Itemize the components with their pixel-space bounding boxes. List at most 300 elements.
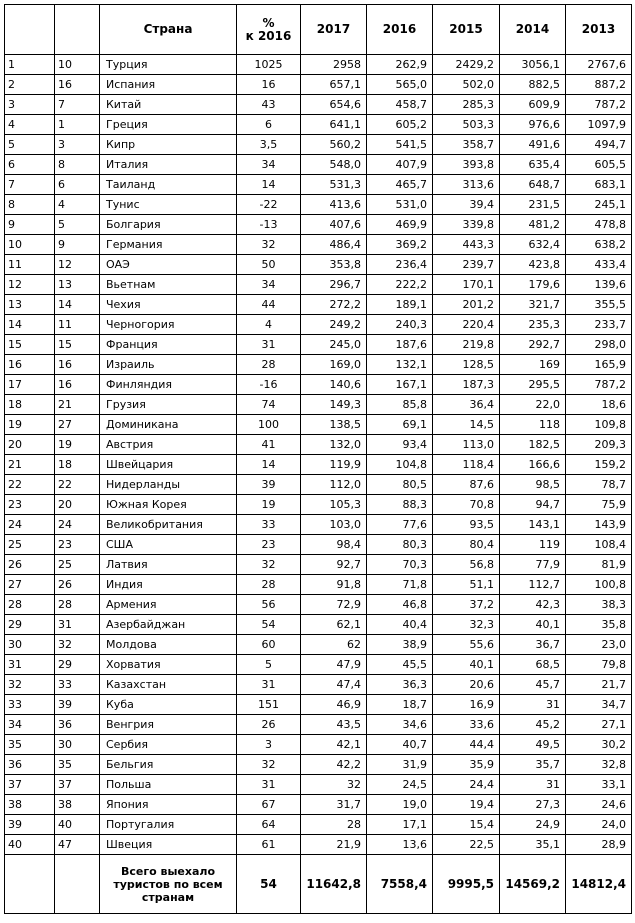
- table-row: [5, 775, 632, 795]
- value-2015-cell: 55,6: [433, 635, 500, 655]
- pct-change-cell: 32: [237, 555, 301, 575]
- country-cell: ОАЭ: [100, 255, 237, 275]
- rank-cell: 31: [5, 655, 55, 675]
- prev-rank-cell: 29: [55, 655, 100, 675]
- value-2015-cell: 113,0: [433, 435, 500, 455]
- table-row: [5, 395, 632, 415]
- table-row: [5, 715, 632, 735]
- value-2014-cell: 27,3: [500, 795, 566, 815]
- value-2017-cell: 296,7: [301, 275, 367, 295]
- value-2014-cell: 182,5: [500, 435, 566, 455]
- prev-rank-cell: 6: [55, 175, 100, 195]
- value-2014-cell: 235,3: [500, 315, 566, 335]
- value-2015-cell: 19,4: [433, 795, 500, 815]
- pct-change-cell: 26: [237, 715, 301, 735]
- value-2016-cell: 167,1: [367, 375, 433, 395]
- value-2015-cell: 285,3: [433, 95, 500, 115]
- pct-change-cell: 50: [237, 255, 301, 275]
- rank-cell: 14: [5, 315, 55, 335]
- value-2013-cell: 108,4: [566, 535, 632, 555]
- prev-rank-cell: 12: [55, 255, 100, 275]
- value-2017-cell: 42,2: [301, 755, 367, 775]
- rank-cell: 20: [5, 435, 55, 455]
- table-row: [5, 375, 632, 395]
- rank-cell: 33: [5, 695, 55, 715]
- value-2016-cell: 46,8: [367, 595, 433, 615]
- value-2016-cell: 69,1: [367, 415, 433, 435]
- value-2013-cell: 787,2: [566, 95, 632, 115]
- prev-rank-cell: 20: [55, 495, 100, 515]
- rank-cell: 15: [5, 335, 55, 355]
- value-2017-cell: 548,0: [301, 155, 367, 175]
- rank-cell: 17: [5, 375, 55, 395]
- prev-rank-cell: 36: [55, 715, 100, 735]
- value-2016-cell: 458,7: [367, 95, 433, 115]
- value-2016-cell: 531,0: [367, 195, 433, 215]
- value-2016-cell: 34,6: [367, 715, 433, 735]
- country-cell: Италия: [100, 155, 237, 175]
- value-2016-cell: 80,3: [367, 535, 433, 555]
- prev-rank-cell: 14: [55, 295, 100, 315]
- value-2016-cell: 31,9: [367, 755, 433, 775]
- value-2017-cell: 353,8: [301, 255, 367, 275]
- value-2014-cell: 321,7: [500, 295, 566, 315]
- value-2016-cell: 465,7: [367, 175, 433, 195]
- value-2013-cell: 209,3: [566, 435, 632, 455]
- value-2016-cell: 189,1: [367, 295, 433, 315]
- value-2017-cell: 47,9: [301, 655, 367, 675]
- pct-change-cell: 33: [237, 515, 301, 535]
- value-2015-cell: 393,8: [433, 155, 500, 175]
- value-2017-cell: 149,3: [301, 395, 367, 415]
- value-2016-cell: 70,3: [367, 555, 433, 575]
- total-prev-cell: [55, 855, 100, 914]
- value-2015-cell: 2429,2: [433, 55, 500, 75]
- table-row: [5, 615, 632, 635]
- rank-cell: 2: [5, 75, 55, 95]
- value-2016-cell: 40,4: [367, 615, 433, 635]
- table-row: [5, 235, 632, 255]
- value-2014-cell: 231,5: [500, 195, 566, 215]
- value-2016-cell: 40,7: [367, 735, 433, 755]
- value-2014-cell: 635,4: [500, 155, 566, 175]
- value-2017-cell: 92,7: [301, 555, 367, 575]
- value-2014-cell: 31: [500, 695, 566, 715]
- table-row: [5, 295, 632, 315]
- value-2017-cell: 62: [301, 635, 367, 655]
- prev-rank-cell: 30: [55, 735, 100, 755]
- table-row: [5, 195, 632, 215]
- value-2014-cell: 42,3: [500, 595, 566, 615]
- table-row: [5, 795, 632, 815]
- rank-cell: 34: [5, 715, 55, 735]
- pct-change-cell: 3: [237, 735, 301, 755]
- pct-change-cell: 31: [237, 335, 301, 355]
- prev-rank-cell: 1: [55, 115, 100, 135]
- prev-rank-cell: 31: [55, 615, 100, 635]
- rank-cell: 36: [5, 755, 55, 775]
- value-2015-cell: 239,7: [433, 255, 500, 275]
- table-row: [5, 555, 632, 575]
- table-row: [5, 695, 632, 715]
- rank-cell: 39: [5, 815, 55, 835]
- prev-rank-cell: 15: [55, 335, 100, 355]
- country-cell: Индия: [100, 575, 237, 595]
- rank-cell: 3: [5, 95, 55, 115]
- value-2016-cell: 77,6: [367, 515, 433, 535]
- table-row: [5, 115, 632, 135]
- country-cell: Вьетнам: [100, 275, 237, 295]
- country-cell: Греция: [100, 115, 237, 135]
- total-2016: 7558,4: [367, 855, 433, 914]
- value-2016-cell: 71,8: [367, 575, 433, 595]
- country-cell: Молдова: [100, 635, 237, 655]
- pct-change-cell: 39: [237, 475, 301, 495]
- table-row: [5, 815, 632, 835]
- value-2014-cell: 22,0: [500, 395, 566, 415]
- value-2014-cell: 481,2: [500, 215, 566, 235]
- prev-rank-cell: 33: [55, 675, 100, 695]
- total-2015: 9995,5: [433, 855, 500, 914]
- value-2013-cell: 165,9: [566, 355, 632, 375]
- value-2017-cell: 641,1: [301, 115, 367, 135]
- value-2013-cell: 638,2: [566, 235, 632, 255]
- value-2015-cell: 502,0: [433, 75, 500, 95]
- value-2015-cell: 14,5: [433, 415, 500, 435]
- rank-cell: 22: [5, 475, 55, 495]
- table-row: [5, 495, 632, 515]
- value-2017-cell: 169,0: [301, 355, 367, 375]
- rank-cell: 7: [5, 175, 55, 195]
- value-2014-cell: 292,7: [500, 335, 566, 355]
- value-2014-cell: 112,7: [500, 575, 566, 595]
- table-row: [5, 475, 632, 495]
- header-rank: [5, 5, 55, 55]
- country-cell: Португалия: [100, 815, 237, 835]
- pct-change-cell: 14: [237, 455, 301, 475]
- pct-change-cell: 6: [237, 115, 301, 135]
- value-2013-cell: 78,7: [566, 475, 632, 495]
- value-2015-cell: 443,3: [433, 235, 500, 255]
- table-row: [5, 155, 632, 175]
- value-2015-cell: 118,4: [433, 455, 500, 475]
- value-2014-cell: 36,7: [500, 635, 566, 655]
- pct-change-cell: 43: [237, 95, 301, 115]
- prev-rank-cell: 9: [55, 235, 100, 255]
- value-2013-cell: 35,8: [566, 615, 632, 635]
- value-2013-cell: 28,9: [566, 835, 632, 855]
- country-cell: Доминикана: [100, 415, 237, 435]
- tourism-table: [4, 4, 632, 914]
- value-2014-cell: 882,5: [500, 75, 566, 95]
- table-row: [5, 515, 632, 535]
- pct-change-cell: 28: [237, 355, 301, 375]
- value-2015-cell: 80,4: [433, 535, 500, 555]
- value-2015-cell: 35,9: [433, 755, 500, 775]
- table-row: [5, 735, 632, 755]
- value-2017-cell: 245,0: [301, 335, 367, 355]
- value-2017-cell: 654,6: [301, 95, 367, 115]
- value-2015-cell: 219,8: [433, 335, 500, 355]
- value-2014-cell: 609,9: [500, 95, 566, 115]
- table-row: [5, 675, 632, 695]
- table-row: [5, 655, 632, 675]
- rank-cell: 6: [5, 155, 55, 175]
- pct-change-cell: 31: [237, 675, 301, 695]
- value-2013-cell: 38,3: [566, 595, 632, 615]
- pct-change-cell: 100: [237, 415, 301, 435]
- prev-rank-cell: 3: [55, 135, 100, 155]
- country-cell: Венгрия: [100, 715, 237, 735]
- value-2014-cell: 491,6: [500, 135, 566, 155]
- rank-cell: 32: [5, 675, 55, 695]
- value-2016-cell: 469,9: [367, 215, 433, 235]
- table-footer: [5, 855, 632, 914]
- table-row: [5, 635, 632, 655]
- prev-rank-cell: 22: [55, 475, 100, 495]
- value-2014-cell: 976,6: [500, 115, 566, 135]
- value-2014-cell: 179,6: [500, 275, 566, 295]
- value-2014-cell: 68,5: [500, 655, 566, 675]
- value-2017-cell: 138,5: [301, 415, 367, 435]
- pct-change-cell: 14: [237, 175, 301, 195]
- value-2017-cell: 46,9: [301, 695, 367, 715]
- country-cell: Швейцария: [100, 455, 237, 475]
- country-cell: Китай: [100, 95, 237, 115]
- country-cell: Азербайджан: [100, 615, 237, 635]
- value-2015-cell: 37,2: [433, 595, 500, 615]
- table-row: [5, 255, 632, 275]
- value-2017-cell: 42,1: [301, 735, 367, 755]
- value-2013-cell: 494,7: [566, 135, 632, 155]
- pct-change-cell: -13: [237, 215, 301, 235]
- value-2015-cell: 220,4: [433, 315, 500, 335]
- prev-rank-cell: 40: [55, 815, 100, 835]
- prev-rank-cell: 28: [55, 595, 100, 615]
- value-2014-cell: 35,7: [500, 755, 566, 775]
- prev-rank-cell: 39: [55, 695, 100, 715]
- country-cell: Грузия: [100, 395, 237, 415]
- country-cell: Испания: [100, 75, 237, 95]
- value-2015-cell: 358,7: [433, 135, 500, 155]
- pct-change-cell: 16: [237, 75, 301, 95]
- prev-rank-cell: 19: [55, 435, 100, 455]
- country-cell: Таиланд: [100, 175, 237, 195]
- rank-cell: 5: [5, 135, 55, 155]
- value-2017-cell: 43,5: [301, 715, 367, 735]
- pct-change-cell: 64: [237, 815, 301, 835]
- table-row: [5, 575, 632, 595]
- rank-cell: 8: [5, 195, 55, 215]
- value-2016-cell: 222,2: [367, 275, 433, 295]
- prev-rank-cell: 18: [55, 455, 100, 475]
- pct-change-cell: -16: [237, 375, 301, 395]
- value-2014-cell: 119: [500, 535, 566, 555]
- table-body: [5, 55, 632, 855]
- value-2016-cell: 36,3: [367, 675, 433, 695]
- total-label: Всего выехало туристов по всем странам: [100, 855, 237, 914]
- header-year-2015: 2015: [433, 5, 500, 55]
- value-2017-cell: 47,4: [301, 675, 367, 695]
- value-2013-cell: 32,8: [566, 755, 632, 775]
- prev-rank-cell: 5: [55, 215, 100, 235]
- value-2016-cell: 240,3: [367, 315, 433, 335]
- value-2013-cell: 75,9: [566, 495, 632, 515]
- value-2015-cell: 70,8: [433, 495, 500, 515]
- prev-rank-cell: 35: [55, 755, 100, 775]
- rank-cell: 35: [5, 735, 55, 755]
- value-2015-cell: 313,6: [433, 175, 500, 195]
- value-2013-cell: 139,6: [566, 275, 632, 295]
- pct-change-cell: 34: [237, 275, 301, 295]
- value-2013-cell: 355,5: [566, 295, 632, 315]
- table-row: [5, 355, 632, 375]
- pct-change-cell: 32: [237, 755, 301, 775]
- value-2015-cell: 39,4: [433, 195, 500, 215]
- pct-change-cell: 61: [237, 835, 301, 855]
- value-2013-cell: 887,2: [566, 75, 632, 95]
- value-2015-cell: 36,4: [433, 395, 500, 415]
- value-2013-cell: 433,4: [566, 255, 632, 275]
- value-2013-cell: 24,0: [566, 815, 632, 835]
- value-2014-cell: 45,7: [500, 675, 566, 695]
- table-row: [5, 835, 632, 855]
- value-2016-cell: 187,6: [367, 335, 433, 355]
- prev-rank-cell: 16: [55, 75, 100, 95]
- value-2014-cell: 166,6: [500, 455, 566, 475]
- pct-change-cell: 54: [237, 615, 301, 635]
- value-2017-cell: 486,4: [301, 235, 367, 255]
- value-2015-cell: 22,5: [433, 835, 500, 855]
- country-cell: Австрия: [100, 435, 237, 455]
- value-2017-cell: 91,8: [301, 575, 367, 595]
- rank-cell: 28: [5, 595, 55, 615]
- rank-cell: 21: [5, 455, 55, 475]
- country-cell: Франция: [100, 335, 237, 355]
- country-cell: Польша: [100, 775, 237, 795]
- value-2013-cell: 21,7: [566, 675, 632, 695]
- value-2016-cell: 45,5: [367, 655, 433, 675]
- country-cell: Япония: [100, 795, 237, 815]
- rank-cell: 1: [5, 55, 55, 75]
- value-2013-cell: 2767,6: [566, 55, 632, 75]
- prev-rank-cell: 4: [55, 195, 100, 215]
- table-row: [5, 335, 632, 355]
- prev-rank-cell: 13: [55, 275, 100, 295]
- value-2013-cell: 24,6: [566, 795, 632, 815]
- value-2015-cell: 93,5: [433, 515, 500, 535]
- value-2013-cell: 605,5: [566, 155, 632, 175]
- rank-cell: 40: [5, 835, 55, 855]
- rank-cell: 37: [5, 775, 55, 795]
- value-2016-cell: 541,5: [367, 135, 433, 155]
- value-2016-cell: 369,2: [367, 235, 433, 255]
- rank-cell: 13: [5, 295, 55, 315]
- country-cell: Южная Корея: [100, 495, 237, 515]
- table-row: [5, 215, 632, 235]
- country-cell: Израиль: [100, 355, 237, 375]
- pct-change-cell: 3,5: [237, 135, 301, 155]
- prev-rank-cell: 37: [55, 775, 100, 795]
- value-2017-cell: 140,6: [301, 375, 367, 395]
- header-year-2017: 2017: [301, 5, 367, 55]
- value-2014-cell: 118: [500, 415, 566, 435]
- value-2013-cell: 109,8: [566, 415, 632, 435]
- header-year-2014: 2014: [500, 5, 566, 55]
- table-row: [5, 535, 632, 555]
- value-2016-cell: 24,5: [367, 775, 433, 795]
- value-2016-cell: 19,0: [367, 795, 433, 815]
- table-row: [5, 595, 632, 615]
- rank-cell: 4: [5, 115, 55, 135]
- value-2017-cell: 28: [301, 815, 367, 835]
- table-row: [5, 435, 632, 455]
- pct-change-cell: -22: [237, 195, 301, 215]
- value-2014-cell: 94,7: [500, 495, 566, 515]
- total-2014: 14569,2: [500, 855, 566, 914]
- value-2017-cell: 103,0: [301, 515, 367, 535]
- pct-change-cell: 56: [237, 595, 301, 615]
- value-2015-cell: 187,3: [433, 375, 500, 395]
- country-cell: Болгария: [100, 215, 237, 235]
- rank-cell: 29: [5, 615, 55, 635]
- rank-cell: 10: [5, 235, 55, 255]
- value-2016-cell: 132,1: [367, 355, 433, 375]
- header-year-2016: 2016: [367, 5, 433, 55]
- value-2013-cell: 159,2: [566, 455, 632, 475]
- rank-cell: 30: [5, 635, 55, 655]
- country-cell: Армения: [100, 595, 237, 615]
- value-2013-cell: 298,0: [566, 335, 632, 355]
- country-cell: Финляндия: [100, 375, 237, 395]
- value-2017-cell: 272,2: [301, 295, 367, 315]
- prev-rank-cell: 16: [55, 355, 100, 375]
- value-2016-cell: 262,9: [367, 55, 433, 75]
- value-2016-cell: 605,2: [367, 115, 433, 135]
- value-2017-cell: 105,3: [301, 495, 367, 515]
- value-2016-cell: 88,3: [367, 495, 433, 515]
- prev-rank-cell: 16: [55, 375, 100, 395]
- prev-rank-cell: 38: [55, 795, 100, 815]
- prev-rank-cell: 23: [55, 535, 100, 555]
- table-header: [5, 5, 632, 55]
- rank-cell: 19: [5, 415, 55, 435]
- value-2013-cell: 18,6: [566, 395, 632, 415]
- value-2015-cell: 56,8: [433, 555, 500, 575]
- pct-change-cell: 44: [237, 295, 301, 315]
- country-cell: Черногория: [100, 315, 237, 335]
- value-2015-cell: 44,4: [433, 735, 500, 755]
- value-2014-cell: 40,1: [500, 615, 566, 635]
- total-2017: 11642,8: [301, 855, 367, 914]
- value-2017-cell: 531,3: [301, 175, 367, 195]
- prev-rank-cell: 7: [55, 95, 100, 115]
- value-2013-cell: 233,7: [566, 315, 632, 335]
- pct-change-cell: 23: [237, 535, 301, 555]
- country-cell: Латвия: [100, 555, 237, 575]
- table-row: [5, 755, 632, 775]
- value-2013-cell: 79,8: [566, 655, 632, 675]
- value-2017-cell: 98,4: [301, 535, 367, 555]
- country-cell: Куба: [100, 695, 237, 715]
- country-cell: Швеция: [100, 835, 237, 855]
- country-cell: США: [100, 535, 237, 555]
- total-2013: 14812,4: [566, 855, 632, 914]
- value-2015-cell: 201,2: [433, 295, 500, 315]
- value-2013-cell: 33,1: [566, 775, 632, 795]
- country-cell: Нидерланды: [100, 475, 237, 495]
- value-2015-cell: 16,9: [433, 695, 500, 715]
